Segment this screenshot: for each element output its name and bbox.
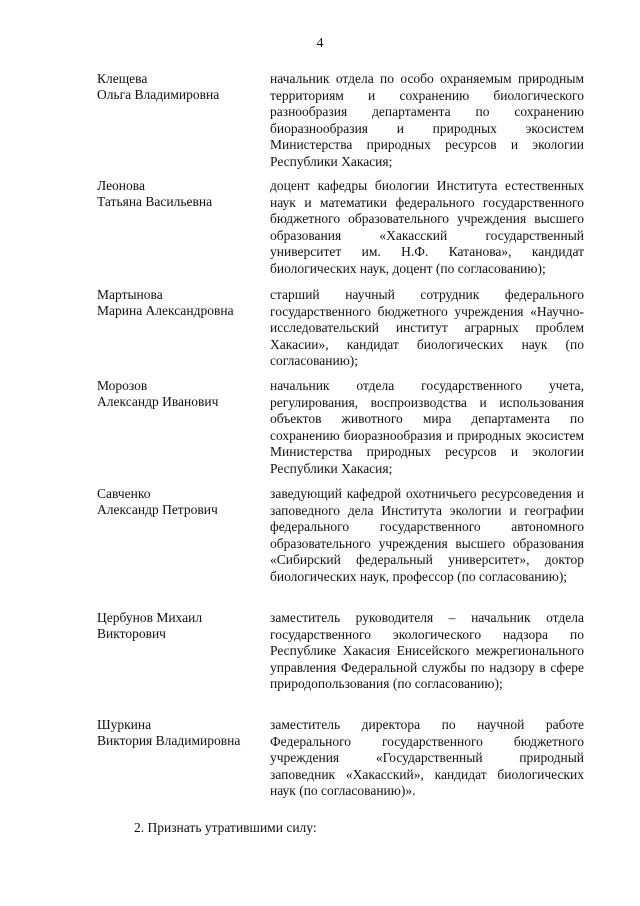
person-given-names: Ольга Владимировна [97, 87, 220, 102]
page-number: 4 [316, 36, 324, 51]
person-position: начальник отдела по особо охраняемым природным территориям и сохранению биологического разнообразия департамента по сохранению биоразнообразия и природных экосистем Министерства природных ресурсов и экологии Республики Хакасия; [270, 71, 584, 169]
person-surname: Леонова [97, 178, 145, 193]
person-given-names: Марина Александровна [97, 303, 234, 318]
person-name [97, 378, 267, 410]
person-position: доцент кафедры биологии Института естественных наук и математики федерального государственного бюджетного образовательного учреждения высшего образования «Хакасский государственный университет им. Н.Ф. Катанова», кандидат биологических наук, доцент (по согласованию); [270, 178, 584, 276]
person-name [97, 178, 267, 210]
person-given-names: Александр Иванович [97, 394, 219, 409]
person-position: заместитель директора по научной работе Федерального государственного бюджетного учреждения «Государственный природный заповедник «Хакасский», кандидат биологических наук (по согласованию)». [270, 717, 584, 798]
person-surname: Клещева [97, 71, 148, 86]
person-given-names: Викторович [97, 626, 166, 641]
person-position: старший научный сотрудник федерального государственного бюджетного учреждения «Научно-исследовательский институт аграрных проблем Хакасии», кандидат биологических наук (по согласованию); [270, 287, 584, 368]
closing-paragraph: 2. Признать утратившими силу: [134, 820, 317, 835]
person-position: заведующий кафедрой охотничьего ресурсоведения и заповедного дела Института экологии и географии федерального государственного автономного образовательного учреждения высшего образования «Сибирский федеральный университет», доктор биологических наук, профессор (по согласованию); [270, 486, 584, 584]
person-given-names: Татьяна Васильевна [97, 194, 213, 209]
person-given-names: Александр Петрович [97, 502, 218, 517]
person-name [97, 287, 267, 319]
person-surname: Морозов [97, 378, 148, 393]
person-position: заместитель руководителя – начальник отдела государственного экологического надзора по Республике Хакасия Енисейского межрегионального управления Федеральной службы по надзору в сфере природопользования (по согласованию); [270, 610, 584, 691]
person-name [97, 610, 267, 642]
person-surname: Савченко [97, 486, 151, 501]
person-given-names: Виктория Владимировна [97, 733, 241, 748]
person-position: начальник отдела государственного учета, регулирования, воспроизводства и использования объектов животного мира департамента по сохранению биоразнообразия и природных экосистем Министерства природных ресурсов и экологии Республики Хакасия; [270, 378, 584, 476]
person-name [97, 717, 267, 749]
person-name [97, 486, 267, 518]
person-surname: Мартынова [97, 287, 163, 302]
person-surname: Цербунов Михаил [97, 610, 203, 625]
person-surname: Шуркина [97, 717, 152, 732]
person-name [97, 71, 267, 103]
